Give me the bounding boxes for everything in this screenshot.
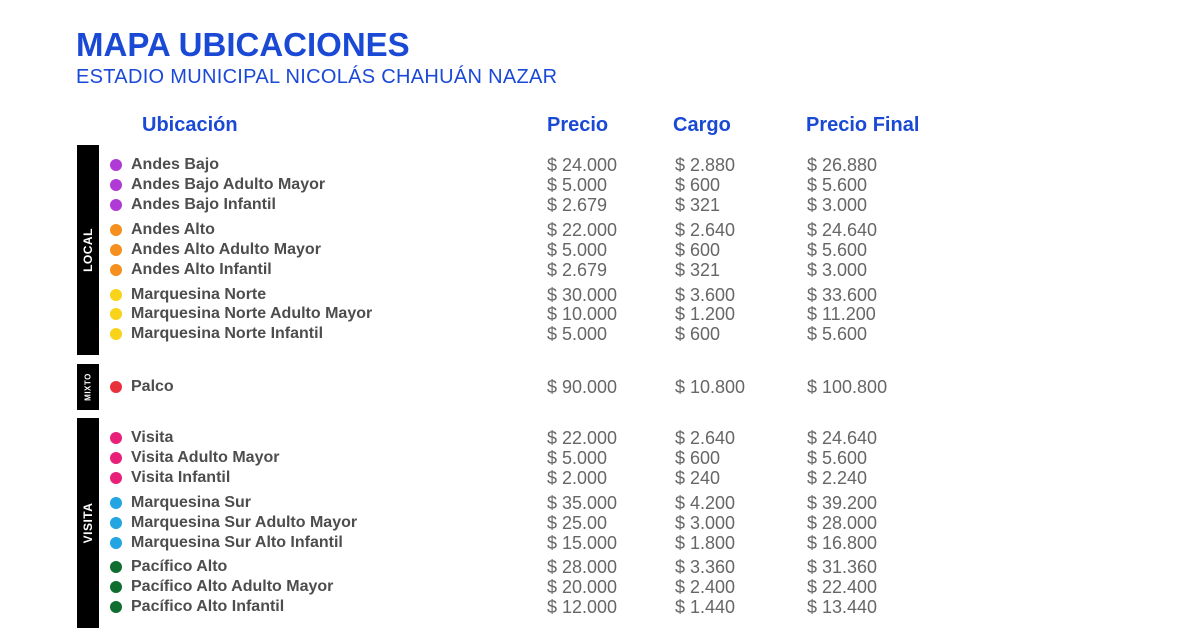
section-label-mixto: MIXTO [83, 373, 93, 401]
final-price-value: $ 3.000 [807, 195, 868, 215]
final-price-value: $ 3.000 [807, 260, 868, 280]
price-value: $ 90.000 [547, 377, 618, 397]
color-dot [110, 537, 122, 549]
header-final-price: Precio Final [806, 114, 920, 136]
charge-value: $ 240 [675, 468, 721, 488]
location-name: Palco [131, 378, 174, 395]
section-label-local: LOCAL [81, 228, 95, 272]
location-name: Visita Infantil [131, 469, 231, 486]
color-dot [110, 561, 122, 573]
charge-value: $ 1.200 [675, 304, 736, 324]
final-price-value: $ 22.400 [807, 577, 878, 597]
table-row [0, 557, 1200, 577]
table-row [0, 597, 1200, 617]
price-value: $ 2.000 [547, 468, 608, 488]
price-value: $ 5.000 [547, 448, 608, 468]
location-name: Andes Bajo [131, 156, 220, 173]
color-dot [110, 224, 122, 236]
color-dot [110, 432, 122, 444]
color-dot [110, 264, 122, 276]
table-row [0, 468, 1200, 488]
header-price: Precio [547, 114, 609, 136]
charge-value: $ 3.000 [675, 513, 736, 533]
price-value: $ 35.000 [547, 493, 618, 513]
location-name: Andes Bajo Adulto Mayor [131, 176, 326, 193]
color-dot [110, 308, 122, 320]
final-price-value: $ 5.600 [807, 324, 868, 344]
price-value: $ 30.000 [547, 285, 618, 305]
charge-value: $ 321 [675, 195, 721, 215]
color-dot [110, 199, 122, 211]
table-row [0, 533, 1200, 553]
price-value: $ 24.000 [547, 155, 618, 175]
final-price-value: $ 33.600 [807, 285, 878, 305]
location-name: Andes Alto [131, 221, 215, 238]
color-dot [110, 244, 122, 256]
table-row [0, 155, 1200, 175]
table-row [0, 304, 1200, 324]
page-title: MAPA UBICACIONES [76, 26, 410, 63]
table-row [0, 195, 1200, 215]
price-value: $ 5.000 [547, 240, 608, 260]
price-value: $ 5.000 [547, 324, 608, 344]
location-name: Andes Bajo Infantil [131, 196, 276, 213]
final-price-value: $ 26.880 [807, 155, 878, 175]
table-row [0, 448, 1200, 468]
final-price-value: $ 39.200 [807, 493, 878, 513]
final-price-value: $ 2.240 [807, 468, 868, 488]
header-charge: Cargo [673, 114, 731, 136]
charge-value: $ 2.400 [675, 577, 736, 597]
color-dot [110, 452, 122, 464]
final-price-value: $ 28.000 [807, 513, 878, 533]
page-subtitle: ESTADIO MUNICIPAL NICOLÁS CHAHUÁN NAZAR [76, 66, 558, 88]
location-name: Marquesina Norte Infantil [131, 325, 324, 342]
final-price-value: $ 5.600 [807, 240, 868, 260]
table-row [0, 493, 1200, 513]
charge-value: $ 2.880 [675, 155, 736, 175]
location-name: Pacífico Alto [131, 558, 228, 575]
charge-value: $ 3.360 [675, 557, 736, 577]
location-name: Andes Alto Infantil [131, 261, 272, 278]
price-value: $ 2.679 [547, 260, 608, 280]
section-label-visita: VISITA [81, 502, 95, 544]
price-value: $ 2.679 [547, 195, 608, 215]
color-dot [110, 497, 122, 509]
charge-value: $ 3.600 [675, 285, 736, 305]
location-name: Pacífico Alto Adulto Mayor [131, 578, 334, 595]
final-price-value: $ 5.600 [807, 175, 868, 195]
final-price-value: $ 13.440 [807, 597, 878, 617]
charge-value: $ 10.800 [675, 377, 746, 397]
location-name: Marquesina Sur [131, 494, 252, 511]
color-dot [110, 289, 122, 301]
price-value: $ 25.00 [547, 513, 608, 533]
color-dot [110, 328, 122, 340]
location-name: Marquesina Norte Adulto Mayor [131, 305, 373, 322]
final-price-value: $ 11.200 [807, 304, 876, 324]
price-value: $ 22.000 [547, 428, 618, 448]
color-dot [110, 581, 122, 593]
table-row [0, 577, 1200, 597]
charge-value: $ 600 [675, 448, 721, 468]
final-price-value: $ 16.800 [807, 533, 878, 553]
price-value: $ 15.000 [547, 533, 618, 553]
location-name: Pacífico Alto Infantil [131, 598, 285, 615]
charge-value: $ 2.640 [675, 220, 736, 240]
location-name: Marquesina Sur Adulto Mayor [131, 514, 358, 531]
table-row [0, 240, 1200, 260]
price-value: $ 5.000 [547, 175, 608, 195]
location-name: Marquesina Norte [131, 286, 267, 303]
color-dot [110, 381, 122, 393]
table-row [0, 513, 1200, 533]
location-name: Visita [131, 429, 174, 446]
color-dot [110, 601, 122, 613]
color-dot [110, 159, 122, 171]
charge-value: $ 600 [675, 175, 721, 195]
charge-value: $ 600 [675, 324, 721, 344]
price-value: $ 12.000 [547, 597, 618, 617]
header-location: Ubicación [142, 114, 238, 136]
table-row [0, 324, 1200, 344]
final-price-value: $ 24.640 [807, 428, 878, 448]
price-value: $ 10.000 [547, 304, 618, 324]
table-row [0, 220, 1200, 240]
final-price-value: $ 24.640 [807, 220, 878, 240]
charge-value: $ 1.800 [675, 533, 736, 553]
price-value: $ 22.000 [547, 220, 618, 240]
final-price-value: $ 5.600 [807, 448, 868, 468]
location-name: Andes Alto Adulto Mayor [131, 241, 321, 258]
table-row [0, 175, 1200, 195]
charge-value: $ 2.640 [675, 428, 736, 448]
location-name: Marquesina Sur Alto Infantil [131, 534, 343, 551]
charge-value: $ 1.440 [675, 597, 736, 617]
final-price-value: $ 100.800 [807, 377, 888, 397]
price-value: $ 20.000 [547, 577, 618, 597]
charge-value: $ 4.200 [675, 493, 736, 513]
price-value: $ 28.000 [547, 557, 618, 577]
location-name: Visita Adulto Mayor [131, 449, 280, 466]
final-price-value: $ 31.360 [807, 557, 878, 577]
table-row [0, 285, 1200, 305]
color-dot [110, 472, 122, 484]
color-dot [110, 179, 122, 191]
charge-value: $ 600 [675, 240, 721, 260]
charge-value: $ 321 [675, 260, 721, 280]
color-dot [110, 517, 122, 529]
table-row [0, 260, 1200, 280]
table-row [0, 377, 1200, 397]
table-row [0, 428, 1200, 448]
